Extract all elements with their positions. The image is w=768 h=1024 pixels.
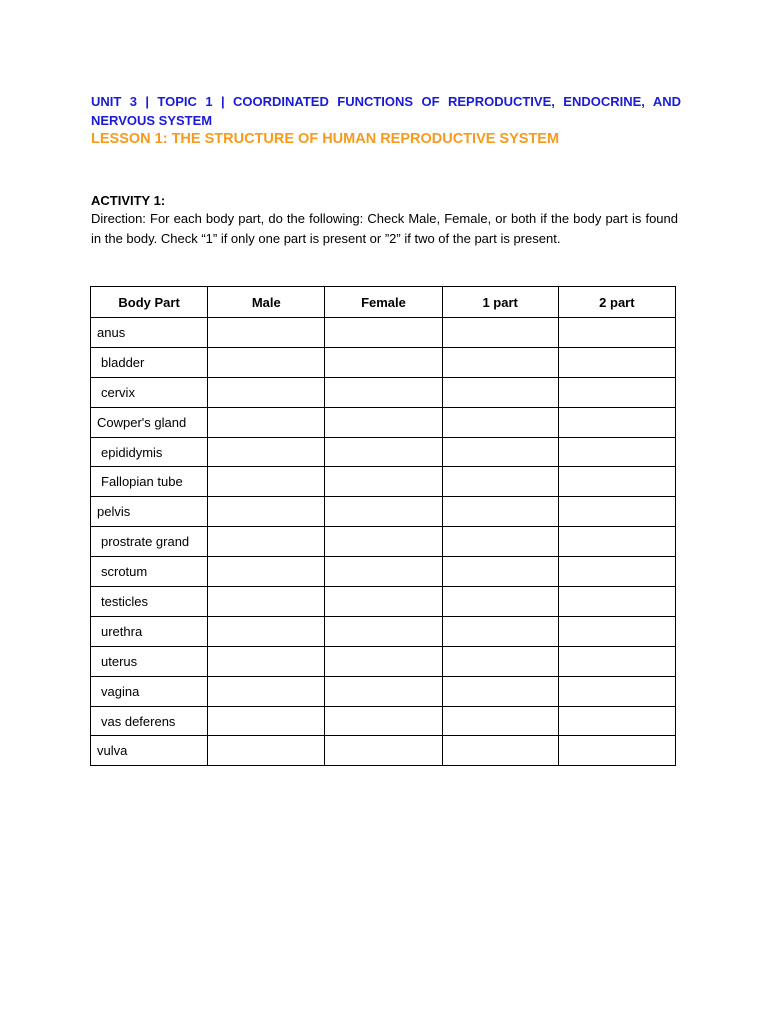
female-cell[interactable] xyxy=(325,527,442,557)
male-cell[interactable] xyxy=(208,407,325,437)
one-part-cell[interactable] xyxy=(442,616,558,646)
body-part-name: epididymis xyxy=(91,437,208,467)
table-row xyxy=(91,527,676,557)
male-cell[interactable] xyxy=(208,318,325,348)
table-row xyxy=(91,706,676,736)
lesson-title: LESSON 1: THE STRUCTURE OF HUMAN REPRODUCTIVE SYSTEM xyxy=(91,131,560,147)
activity-label: ACTIVITY 1: xyxy=(91,193,166,208)
two-part-cell[interactable] xyxy=(558,706,675,736)
two-part-cell[interactable] xyxy=(558,616,675,646)
table-row xyxy=(91,676,676,706)
male-cell[interactable] xyxy=(208,646,325,676)
header-two-part: 2 part xyxy=(558,287,675,318)
female-cell[interactable] xyxy=(325,587,442,617)
male-cell[interactable] xyxy=(208,437,325,467)
header-female: Female xyxy=(325,287,442,318)
body-parts-table xyxy=(90,286,676,766)
one-part-cell[interactable] xyxy=(442,437,558,467)
body-part-name: vulva xyxy=(91,736,208,766)
female-cell[interactable] xyxy=(325,646,442,676)
header-male: Male xyxy=(208,287,325,318)
table-row xyxy=(91,437,676,467)
two-part-cell[interactable] xyxy=(558,527,675,557)
body-part-name: pelvis xyxy=(91,497,208,527)
table-row xyxy=(91,347,676,377)
body-part-name: urethra xyxy=(91,616,208,646)
body-part-name: vagina xyxy=(91,676,208,706)
body-part-name: anus xyxy=(91,318,208,348)
table-header-row xyxy=(91,287,676,318)
body-part-name: vas deferens xyxy=(91,706,208,736)
female-cell[interactable] xyxy=(325,318,442,348)
male-cell[interactable] xyxy=(208,497,325,527)
one-part-cell[interactable] xyxy=(442,557,558,587)
female-cell[interactable] xyxy=(325,557,442,587)
one-part-cell[interactable] xyxy=(442,676,558,706)
female-cell[interactable] xyxy=(325,736,442,766)
body-part-name: cervix xyxy=(91,377,208,407)
two-part-cell[interactable] xyxy=(558,676,675,706)
table-row xyxy=(91,587,676,617)
two-part-cell[interactable] xyxy=(558,646,675,676)
body-part-name: bladder xyxy=(91,347,208,377)
two-part-cell[interactable] xyxy=(558,557,675,587)
one-part-cell[interactable] xyxy=(442,318,558,348)
male-cell[interactable] xyxy=(208,676,325,706)
one-part-cell[interactable] xyxy=(442,347,558,377)
one-part-cell[interactable] xyxy=(442,646,558,676)
male-cell[interactable] xyxy=(208,347,325,377)
table-row xyxy=(91,467,676,497)
two-part-cell[interactable] xyxy=(558,437,675,467)
female-cell[interactable] xyxy=(325,676,442,706)
one-part-cell[interactable] xyxy=(442,706,558,736)
header-one-part: 1 part xyxy=(442,287,558,318)
table-row xyxy=(91,736,676,766)
female-cell[interactable] xyxy=(325,437,442,467)
table-row xyxy=(91,377,676,407)
unit-topic-title: UNIT 3 | TOPIC 1 | COORDINATED FUNCTIONS OF REPRODUCTIVE, ENDOCRINE, AND NERVOUS SYSTEM xyxy=(91,94,681,128)
male-cell[interactable] xyxy=(208,736,325,766)
female-cell[interactable] xyxy=(325,407,442,437)
male-cell[interactable] xyxy=(208,467,325,497)
female-cell[interactable] xyxy=(325,616,442,646)
female-cell[interactable] xyxy=(325,347,442,377)
female-cell[interactable] xyxy=(325,377,442,407)
one-part-cell[interactable] xyxy=(442,527,558,557)
two-part-cell[interactable] xyxy=(558,587,675,617)
body-part-name: uterus xyxy=(91,646,208,676)
body-part-name: testicles xyxy=(91,587,208,617)
body-part-name: Cowper's gland xyxy=(91,407,208,437)
female-cell[interactable] xyxy=(325,706,442,736)
header-body-part: Body Part xyxy=(91,287,208,318)
male-cell[interactable] xyxy=(208,706,325,736)
one-part-cell[interactable] xyxy=(442,497,558,527)
one-part-cell[interactable] xyxy=(442,407,558,437)
male-cell[interactable] xyxy=(208,527,325,557)
male-cell[interactable] xyxy=(208,587,325,617)
two-part-cell[interactable] xyxy=(558,407,675,437)
male-cell[interactable] xyxy=(208,616,325,646)
two-part-cell[interactable] xyxy=(558,467,675,497)
activity-direction: Direction: For each body part, do the following: Check Male, Female, or both if the body part is found in the body. Check “1” if only one part is present or ”2” if two of the part is present. xyxy=(91,211,678,246)
male-cell[interactable] xyxy=(208,377,325,407)
two-part-cell[interactable] xyxy=(558,736,675,766)
two-part-cell[interactable] xyxy=(558,347,675,377)
body-part-name: scrotum xyxy=(91,557,208,587)
table-row xyxy=(91,557,676,587)
one-part-cell[interactable] xyxy=(442,736,558,766)
table-row xyxy=(91,318,676,348)
one-part-cell[interactable] xyxy=(442,587,558,617)
table-row xyxy=(91,407,676,437)
table-row xyxy=(91,497,676,527)
female-cell[interactable] xyxy=(325,467,442,497)
one-part-cell[interactable] xyxy=(442,467,558,497)
two-part-cell[interactable] xyxy=(558,497,675,527)
table-row xyxy=(91,616,676,646)
one-part-cell[interactable] xyxy=(442,377,558,407)
two-part-cell[interactable] xyxy=(558,377,675,407)
body-part-name: Fallopian tube xyxy=(91,467,208,497)
female-cell[interactable] xyxy=(325,497,442,527)
body-part-name: prostrate grand xyxy=(91,527,208,557)
table-row xyxy=(91,646,676,676)
two-part-cell[interactable] xyxy=(558,318,675,348)
male-cell[interactable] xyxy=(208,557,325,587)
